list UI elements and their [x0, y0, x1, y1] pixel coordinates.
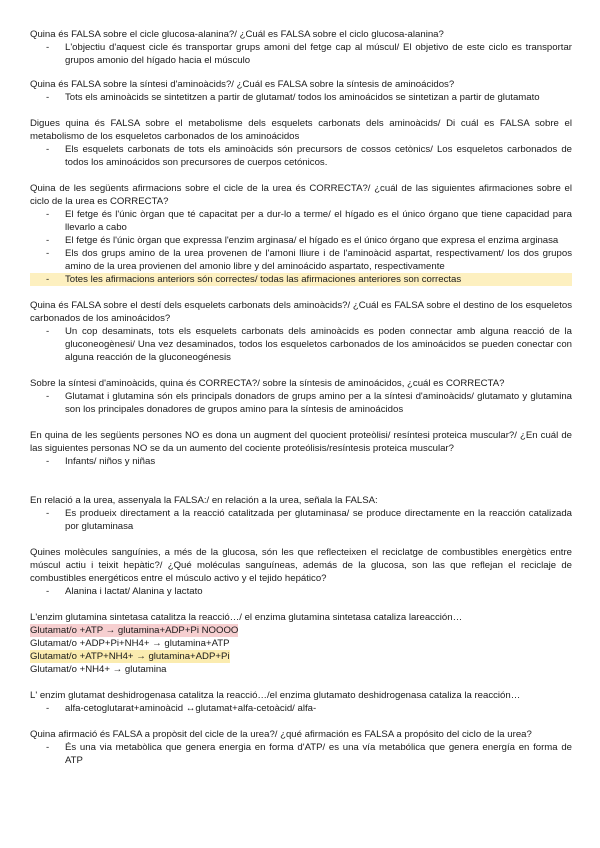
answer-item: - Un cop desaminats, tots els esquelets carbonats dels aminoàcids es poden connectar amb alguna reacció de la gluconeogènesi/ Una vez desaminados, todos los esqueletos carbonados de los aminoácidos se pueden conectar con alguna reacción de la gluconeogénesis	[30, 325, 572, 364]
equation: Glutamat/o +ADP+Pi+NH4+ → glutamina+ATP	[30, 638, 230, 649]
equation-row	[30, 637, 572, 650]
document-page	[30, 28, 572, 767]
equation-row	[30, 650, 572, 663]
question-4: Quina de les següents afirmacions sobre el cicle de la urea és CORRECTA?/ ¿cuál de las siguientes afirmaciones sobre el ciclo de la urea es CORRECTA?	[30, 183, 572, 207]
question-8: En relació a la urea, assenyala la FALSA:/ en relación a la urea, señala la FALSA:	[30, 495, 378, 506]
answer-item: - alfa-cetoglutarat+aminoàcid ↔glutamat+alfa-cetoàcid/ alfa-	[30, 702, 572, 715]
equation-highlighted-yellow: Glutamat/o +ATP+NH4+ → glutamina+ADP+Pi	[30, 651, 230, 662]
question-5: Quina és FALSA sobre el destí dels esquelets carbonats dels aminoàcids?/ ¿Cuál es FALSA sobre el destino de los esqueletos carbonados de los aminoácidos?	[30, 300, 572, 324]
question-10: L'enzim glutamina sintetasa catalitza la reacció…/ el enzima glutamina sintetasa cataliza lareacción…	[30, 612, 463, 623]
answer-item-highlighted: - Totes les afirmacions anteriors són correctes/ todas las afirmaciones anteriores son correctas	[30, 273, 572, 286]
answer-list-8	[30, 507, 572, 533]
equation-row	[30, 663, 572, 676]
answer-item: - Els esquelets carbonats de tots els aminoàcids són precursors de cossos cetònics/ Los esqueletos carbonados de todos los aminoácidos son precursores de cuerpos cetónicos.	[30, 143, 572, 169]
answer-list-11	[30, 702, 572, 715]
equation-row	[30, 624, 572, 637]
equation: Glutamat/o +NH4+ → glutamina	[30, 664, 167, 675]
question-7: En quina de les següents persones NO es dona un augment del quocient proteòlisi/ resíntesi proteica muscular?/ ¿En cuál de las siguientes personas NO se da un aumento del cociente proteólisis/resíntesis proteica muscular?	[30, 430, 572, 454]
answer-item: - És una via metabòlica que genera energia en forma d'ATP/ es una vía metabólica que genera energía en forma de ATP	[30, 741, 572, 767]
answer-item: - L'objectiu d'aquest cicle és transportar grups amoni del fetge cap al múscul/ El objetivo de este ciclo es transportar grupos amonio del hígado hacia el músculo	[30, 41, 572, 67]
question-12: Quina afirmació és FALSA a propòsit del cicle de la urea?/ ¿qué afirmación es FALSA a propósito del ciclo de la urea?	[30, 729, 532, 740]
answer-list-1	[30, 41, 572, 67]
answer-item: - Infants/ niños y niñas	[30, 455, 572, 468]
question-11: L' enzim glutamat deshidrogenasa catalitza la reacció…/el enzima glutamato deshidrogenasa cataliza la reacción…	[30, 690, 521, 701]
answer-item: - Els dos grups amino de la urea provenen de l'amoni lliure i de l'aminoàcid aspartat, respectivament/ los dos grupos amino de la urea provienen del amonio libre y del aminoácido aspartato, respectivamente	[30, 247, 572, 273]
answer-item: - Glutamat i glutamina són els principals donadors de grups amino per a la síntesi d'aminoàcids/ glutamato y glutamina son los principales donadores de grupos amino para la síntesis de aminoácidos	[30, 390, 572, 416]
answer-list-9	[30, 585, 572, 598]
question-3: Digues quina és FALSA sobre el metabolisme dels esquelets carbonats dels aminoàcids/ Di cuál es FALSA sobre el metabolismo de los esqueletos carbonados de los aminoácidos	[30, 118, 572, 142]
question-1: Quina és FALSA sobre el cicle glucosa-alanina?/ ¿Cuál es FALSA sobre el ciclo glucosa-alanina?	[30, 29, 444, 40]
answer-list-6	[30, 390, 572, 416]
answer-item: - El fetge és l'únic òrgan que té capacitat per a dur-lo a terme/ el hígado es el único órgano que tiene capacidad para llevarlo a cabo	[30, 208, 572, 234]
question-9: Quines molècules sanguínies, a més de la glucosa, són les que reflecteixen el reciclatge de combustibles energètics entre múscul actiu i teixit hepàtic?/ ¿Qué moléculas sanguíneas, además de la glucosa, son las que reflejan el reciclaje de combustibles energéticos entre el músculo activo y el tejido hepático?	[30, 547, 572, 584]
answer-list-2	[30, 91, 572, 104]
answer-list-12	[30, 741, 572, 767]
answer-list-4	[30, 208, 572, 286]
answer-list-7	[30, 455, 572, 468]
equation-highlighted-pink: Glutamat/o +ATP → glutamina+ADP+Pi NOOOO	[30, 625, 239, 636]
answer-list-5	[30, 325, 572, 364]
answer-item: - Es produeix directament a la reacció catalitzada per glutaminasa/ se produce directamente en la reacción catalizada por glutaminasa	[30, 507, 572, 533]
answer-item: - El fetge és l'únic òrgan que expressa l'enzim arginasa/ el hígado es el único órgano que expresa el enzima arginasa	[30, 234, 572, 247]
answer-item: - Alanina i lactat/ Alanina y lactato	[30, 585, 572, 598]
question-2: Quina és FALSA sobre la síntesi d'aminoàcids?/ ¿Cuál es FALSA sobre la síntesis de aminoácidos?	[30, 79, 455, 90]
answer-list-3	[30, 143, 572, 169]
answer-item: - Tots els aminoàcids se sintetitzen a partir de glutamat/ todos los aminoácidos se sintetizan a partir de glutamato	[30, 91, 572, 104]
question-6: Sobre la síntesi d'aminoàcids, quina és CORRECTA?/ sobre la síntesis de aminoácidos, ¿cuál es CORRECTA?	[30, 378, 505, 389]
